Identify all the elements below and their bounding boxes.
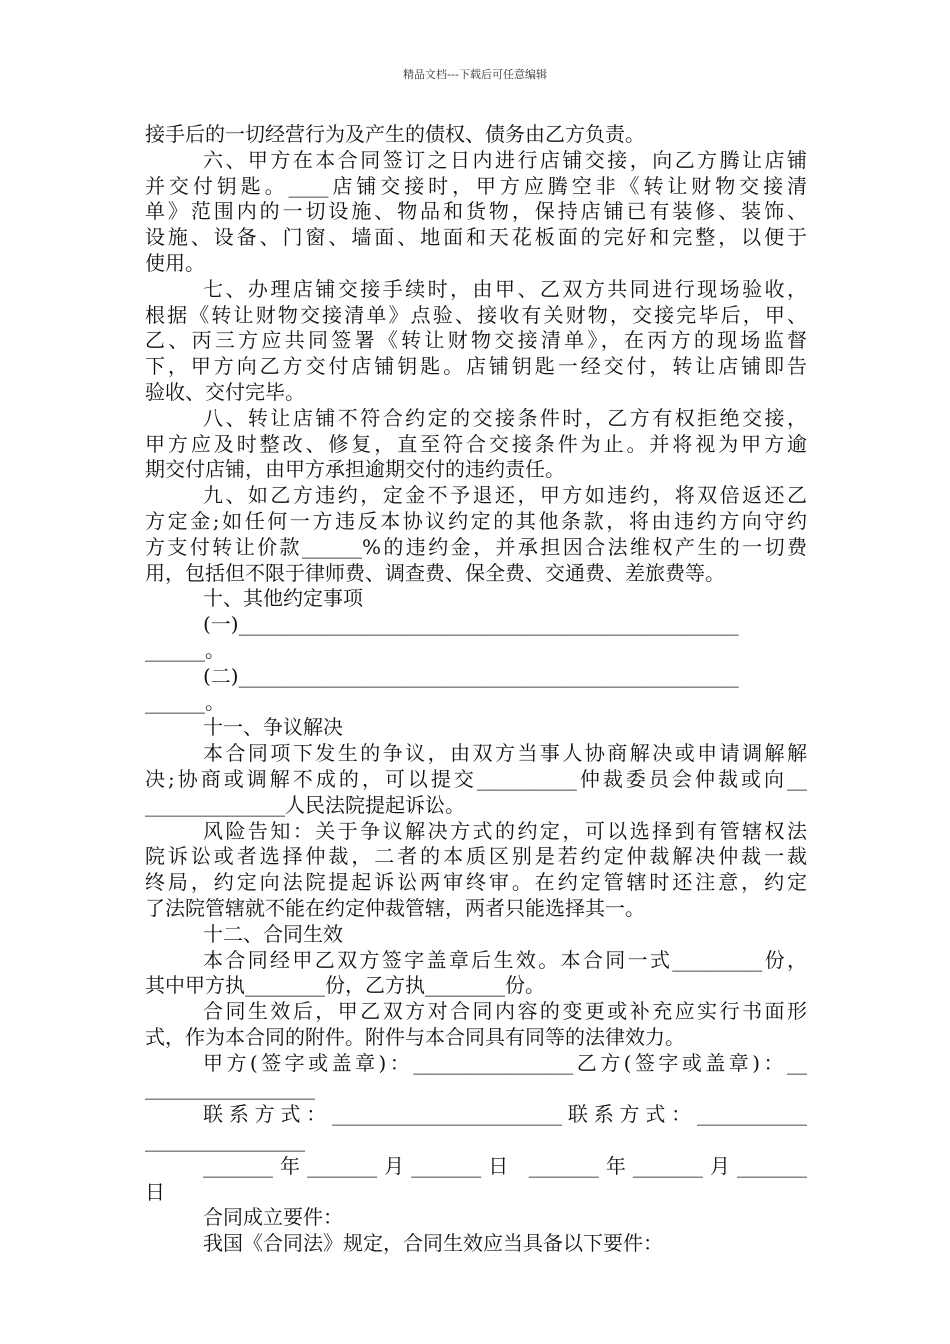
text-line: 本合同经甲乙双方签字盖章后生效。本合同一式_________份， — [203, 947, 807, 972]
date-line: _______年_______月_______日 _______年_______月_______ — [203, 1153, 807, 1178]
text-line: 八、转让店铺不符合约定的交接条件时，乙方有权拒绝交接， — [203, 405, 807, 430]
date-line: 日 — [145, 1179, 165, 1204]
text-line: (一)__________________________________________________ — [203, 612, 739, 637]
text-line: 单》范围内的一切设施、物品和货物，保持店铺已有装修、装饰、 — [145, 199, 807, 224]
text-line: 方定金;如任何一方违反本协议约定的其他条款，将由违约方向守约 — [145, 508, 807, 533]
text-line: 院诉讼或者选择仲裁，二者的本质区别是若约定仲裁解决仲裁一裁 — [145, 844, 807, 869]
section-heading: 十二、合同生效 — [203, 921, 343, 946]
text-line: 六、甲方在本合同签订之日内进行店铺交接，向乙方腾让店铺 — [203, 147, 807, 172]
signature-line: _________________ — [145, 1076, 315, 1101]
text-line: 甲方应及时整改、修复，直至符合交接条件为止。并将视为甲方逾 — [145, 431, 807, 456]
text-line: 了法院管辖就不能在约定仲裁管辖，两者只能选择其一。 — [145, 895, 645, 920]
text-line: 本合同项下发生的争议，由双方当事人协商解决或申请调解解 — [203, 741, 807, 766]
text-line: 用，包括但不限于律师费、调查费、保全费、交通费、差旅费等。 — [145, 560, 725, 585]
page-header: 精品文档---下载后可任意编辑 — [403, 68, 547, 81]
contact-line: ________________ — [145, 1128, 305, 1153]
contract-body — [145, 122, 807, 1257]
text-line: ______。 — [145, 689, 225, 714]
text-line: 风险告知：关于争议解决方式的约定，可以选择到有管辖权法 — [203, 818, 807, 843]
text-line: 合同生效后，甲乙双方对合同内容的变更或补充应实行书面形 — [203, 999, 807, 1024]
text-line: ______。 — [145, 637, 225, 662]
text-line: 我国《合同法》规定，合同生效应当具备以下要件： — [203, 1231, 663, 1256]
text-line: 乙、丙三方应共同签署《转让财物交接清单》，在丙方的现场监督 — [145, 328, 807, 353]
text-line: 根据《转让财物交接清单》点验、接收有关财物，交接完毕后，甲、 — [145, 302, 807, 327]
contact-line: 联系方式：_______________________联系方式：___________ — [203, 1102, 807, 1127]
text-line: 其中甲方执________份，乙方执________份。 — [145, 973, 545, 998]
section-heading: 十一、争议解决 — [203, 715, 343, 740]
section-heading: 十、其他约定事项 — [203, 586, 363, 611]
text-line: 终局，约定向法院提起诉讼两审终审。在约定管辖时还注意，约定 — [145, 870, 807, 895]
text-line: 下，甲方向乙方交付店铺钥匙。店铺钥匙一经交付，转让店铺即告 — [145, 354, 807, 379]
text-line: 期交付店铺，由甲方承担逾期交付的违约责任。 — [145, 457, 565, 482]
text-line: 方支付转让价款______%的违约金，并承担因合法维权产生的一切费 — [145, 534, 807, 559]
text-line: 式，作为本合同的附件。附件与本合同具有同等的法律效力。 — [145, 1024, 685, 1049]
text-line: 设施、设备、门窗、墙面、地面和天花板面的完好和完整，以便于 — [145, 225, 807, 250]
text-line: 接手后的一切经营行为及产生的债权、债务由乙方负责。 — [145, 122, 645, 146]
signature-line: 甲方(签字或盖章)：________________乙方(签字或盖章)：__ — [203, 1050, 807, 1075]
text-line: 决;协商或调解不成的，可以提交__________仲裁委员会仲裁或向__ — [145, 766, 807, 791]
text-line: 合同成立要件： — [203, 1205, 343, 1230]
text-line: 七、办理店铺交接手续时，由甲、乙双方共同进行现场验收， — [203, 276, 807, 301]
text-line: 验收、交付完毕。 — [145, 379, 305, 404]
text-line: (二)__________________________________________________ — [203, 663, 739, 688]
text-line: 使用。 — [145, 250, 205, 275]
text-line: 并交付钥匙。____店铺交接时，甲方应腾空非《转让财物交接清 — [145, 173, 807, 198]
text-line: 九、如乙方违约，定金不予退还，甲方如违约，将双倍返还乙 — [203, 483, 807, 508]
text-line: ______________人民法院提起诉讼。 — [145, 792, 465, 817]
